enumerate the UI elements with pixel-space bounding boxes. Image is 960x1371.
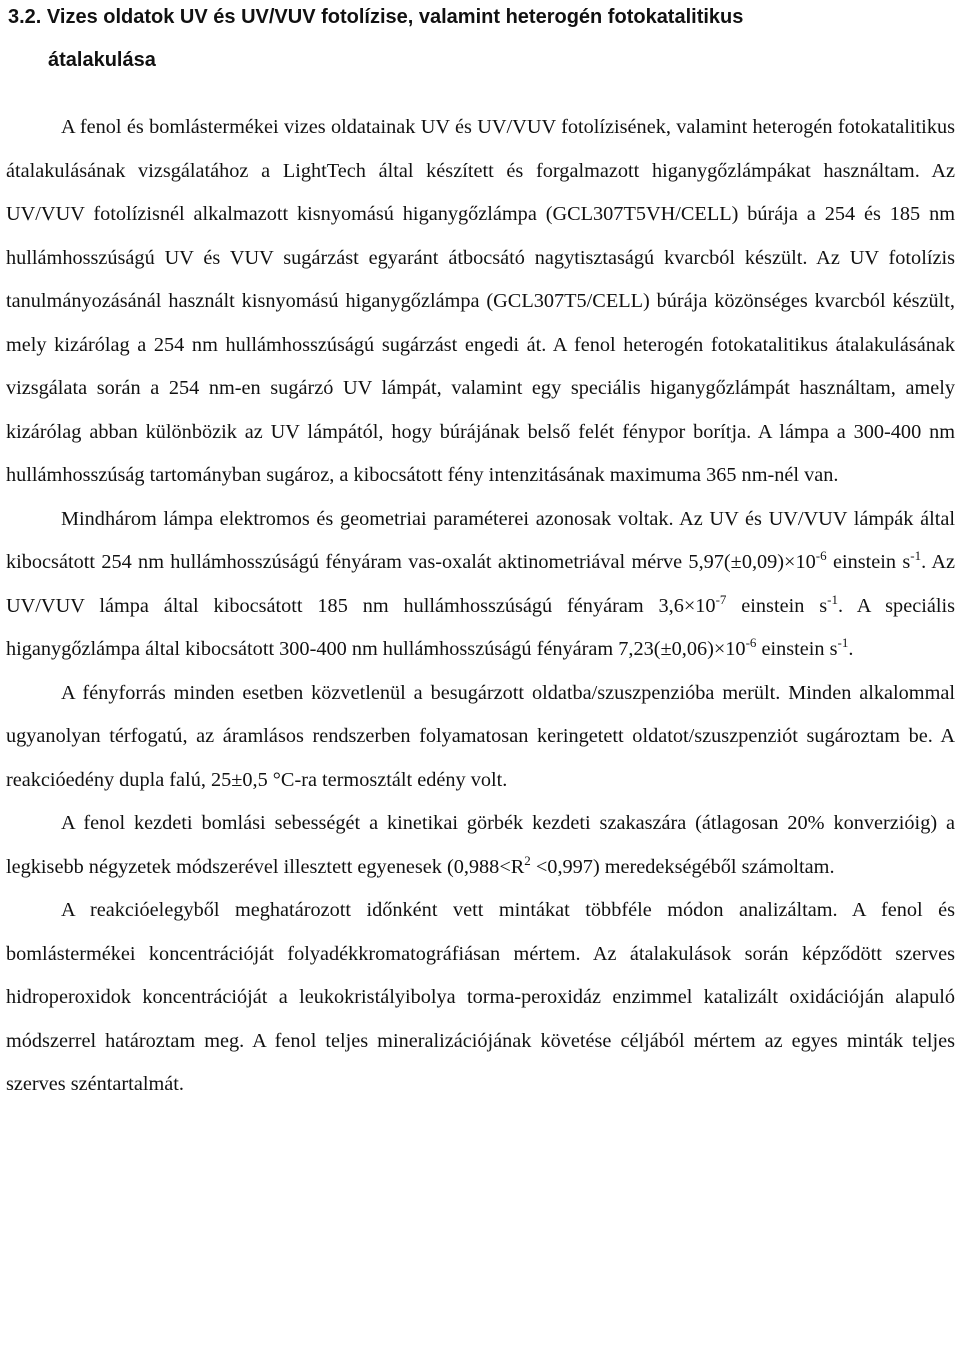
exponent: -6 xyxy=(745,635,757,650)
text-span: einstein s xyxy=(726,594,828,617)
exponent: -1 xyxy=(837,635,849,650)
text-span: einstein s xyxy=(756,638,838,660)
paragraph-reactor-text: A fényforrás minden esetben közvetlenül a besugárzott oldatba/szuszpenzióba merült. Minden alkalommal ugyanolyan térfogatú, az áramlásos rendszerben folyamatosan keringetett oldatot/szuszpenziót sugároztam be. A reakcióedény dupla falú, 25±0,5 °C-ra termosztált edény volt. xyxy=(6,681,955,791)
paragraph-kinetics xyxy=(6,802,955,889)
paragraph-analysis-text: A reakcióelegyből meghatározott időnként vett mintákat többféle módon analizáltam. A fenol és bomlástermékei koncentrációját folyadékkromatográfiásan mértem. Az átalakulások során képződött szerves hidroperoxidok koncentrációját a leukokristályibolya torma-peroxidáz enzimmel katalizált oxidációján alapuló módszerrel határoztam meg. A fenol teljes mineralizációjának követése céljából mértem az egyes minták teljes szerves széntartalmát. xyxy=(6,899,955,1095)
paragraph-lamps-text: A fenol és bomlástermékei vizes oldatainak UV és UV/VUV fotolízisének, valamint heterogén fotokatalitikus átalakulásának vizsgálatához a LightTech által készített és forgalmazott higanygőzlámpákat használtam. Az UV/VUV fotolízisnél alkalmazott kisnyomású higanygőzlámpa (GCL307T5VH/CELL) búrája a 254 és 185 nm hullámhosszúságú UV és VUV sugárzást egyaránt átbocsátó nagytisztaságú kvarcból készült. Az UV fotolízis tanulmányozásánál használt kisnyomású higanygőzlámpa (GCL307T5/CELL) búrája közönséges kvarcból készült, mely kizárólag a 254 nm hullámhosszúságú sugárzást engedi át. A fenol heterogén fotokatalitikus átalakulásának vizsgálata során a 254 nm-en sugárzó UV lámpát, valamint egy speciális higanygőzlámpát használtam, amely kizárólag abban különbözik az UV lámpától, hogy búrájának belső felét fénypor borítja. A lámpa a 300-400 nm hullámhosszúság tartományban sugároz, a kibocsátott fény intenzitásának maximuma 365 nm-nél van. xyxy=(6,116,955,486)
text-span: <0,997) meredekségéből számoltam. xyxy=(530,855,835,878)
text-span: . xyxy=(848,638,854,660)
text-span: Mindhárom lámpa elektromos és geometriai paraméterei azonosak voltak. Az UV és UV/VUV lámpák által kibocsátott 254 nm hullámhosszúságú fényáram vas-oxalát aktinometriával mérve 5,97(±0,09)×10 xyxy=(6,507,955,573)
exponent: -7 xyxy=(715,591,727,607)
text-span: . Az UV/VUV lámpa által kibocsátott 185 nm hullámhosszúságú fényáram 3,6×10 xyxy=(6,551,955,617)
section-number: 3.2. xyxy=(8,6,42,28)
exponent: -1 xyxy=(827,591,838,607)
paragraph-photon-flux xyxy=(6,498,955,672)
exponent: -1 xyxy=(910,548,922,563)
exponent: -6 xyxy=(815,548,827,563)
section-title-line2: átalakulása xyxy=(48,49,156,71)
section-title-line1: Vizes oldatok UV és UV/VUV fotolízise, valamint heterogén fotokatalitikus xyxy=(46,6,744,28)
text-span: A fenol kezdeti bomlási sebességét a kinetikai görbék kezdeti szakaszára (átlagosan 20% konverzióig) a legkisebb négyzetek módszerével illesztett egyenesek (0,988<R xyxy=(6,812,955,878)
paragraph-reactor xyxy=(6,672,955,803)
text-span: einstein s xyxy=(826,551,911,573)
paragraph-lamps xyxy=(6,106,955,498)
body-text xyxy=(6,106,955,1107)
exponent: 2 xyxy=(524,852,531,868)
section-heading xyxy=(8,0,948,82)
text-span: . A speciális higanygőzlámpa által kibocsátott 300-400 nm hullámhosszúságú fényáram 7,23(±0,06)×10 xyxy=(6,594,955,660)
paragraph-analysis xyxy=(6,889,955,1107)
